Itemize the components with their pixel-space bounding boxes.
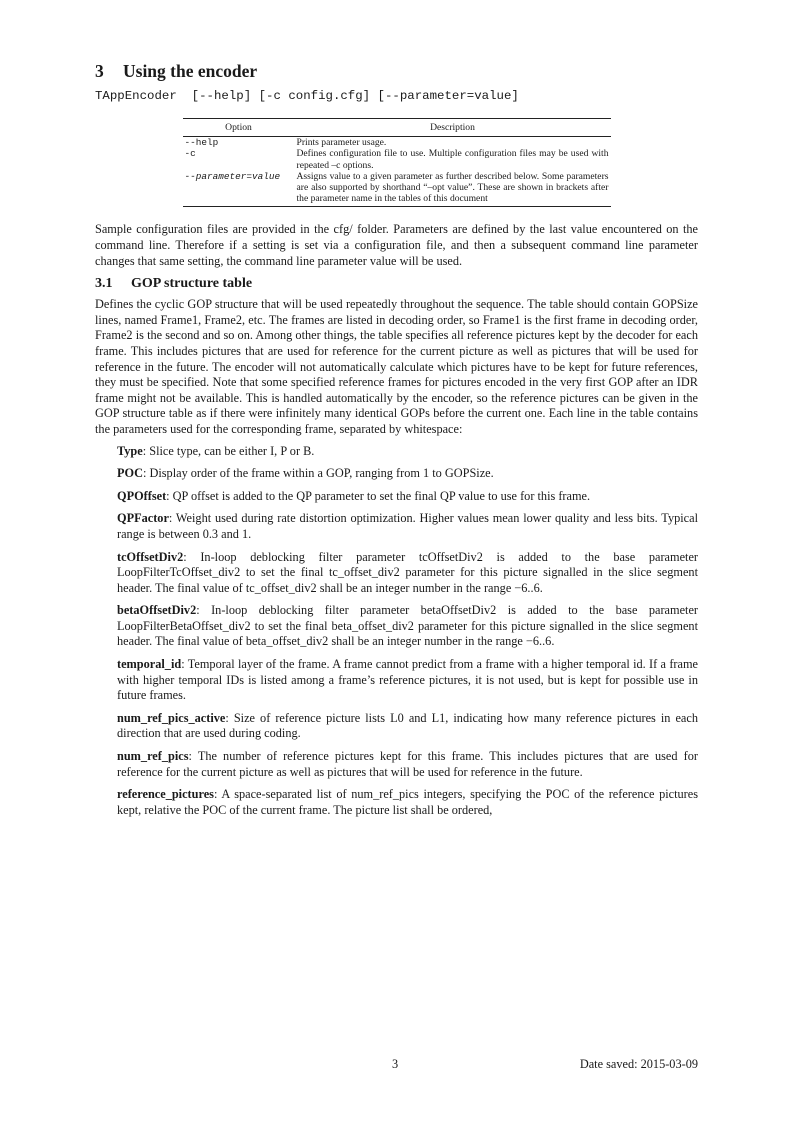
definition-text: : Temporal layer of the frame. A frame cannot predict from a frame with a higher temporal id. If a frame with higher temporal IDs is listed among a frame’s reference pictures, it is not used, but is kept for possible use in future frames.: [117, 657, 698, 703]
table-row: [183, 148, 611, 170]
option-help-description: Prints parameter usage.: [296, 137, 387, 149]
option-config-description: Defines configuration file to use. Multiple configuration files may be used with repeated –c options.: [296, 148, 609, 171]
usage-line: TAppEncoder [--help] [-c config.cfg] [--parameter=value]: [95, 89, 519, 103]
definition-item: [117, 466, 698, 482]
subsection-number: 3.1: [95, 276, 113, 292]
section-title: Using the encoder: [123, 61, 258, 81]
intro-paragraph: Sample configuration files are provided in the cfg/ folder. Parameters are defined by the last value encountered on the command line. Therefore if a setting is set via a configuration file, and then a subsequent command line parameter changes that same setting, the command line parameter value will be used.: [95, 222, 698, 268]
definition-term: num_ref_pics: [117, 749, 189, 764]
definition-term: Type: [117, 443, 143, 458]
definition-term: QPOffset: [117, 488, 167, 503]
definition-item: [117, 603, 698, 650]
definition-text: : Slice type, can be either I, P or B.: [142, 443, 315, 458]
table-row: [183, 137, 611, 149]
definition-term: betaOffsetDiv2: [117, 603, 197, 618]
definition-term: temporal_id: [117, 657, 182, 672]
definition-item: [117, 711, 698, 742]
definition-term: POC: [117, 466, 143, 481]
definition-item: [117, 787, 698, 818]
section-heading: [95, 60, 698, 82]
header-option: Option: [183, 119, 295, 137]
definition-text: : A space-separated list of num_ref_pics integers, specifying the POC of the reference pictures kept, relative the POC of the current frame. The picture list shall be ordered,: [117, 787, 698, 817]
definition-item: [117, 749, 698, 780]
option-parameter: --parameter=value: [183, 171, 295, 207]
definition-term: reference_pictures: [117, 787, 214, 802]
definition-item: [117, 657, 698, 704]
options-table: [183, 118, 611, 207]
definition-item: [117, 511, 698, 542]
definition-term: num_ref_pics_active: [117, 710, 226, 725]
definition-text: : Display order of the frame within a GOP, ranging from 1 to GOPSize.: [142, 466, 494, 481]
definition-text: : Size of reference picture lists L0 and L1, indicating how many reference pictures in each direction that are used during coding.: [117, 710, 698, 741]
options-table-header: [183, 119, 611, 137]
definition-term: QPFactor: [117, 511, 169, 526]
definition-text: : In-loop deblocking filter parameter tcOffsetDiv2 is added to the base parameter LoopFilterTcOffset_div2 to set the final tc_offset_div2 parameter for this picture signalled in the slice segment header. The final value of tc_offset_div2 shall be an integer number in the range −6..6.: [117, 549, 698, 595]
page-footer: [95, 1057, 698, 1073]
table-row: [183, 171, 611, 207]
definition-text: : Weight used during rate distortion optimization. Higher values mean lower quality and less bits. Typical range is between 0.3 and 1.: [117, 511, 698, 541]
definition-text: : The number of reference pictures kept for this frame. This includes pictures that are used for reference for the current picture as well as pictures that will be used for reference in the future.: [117, 749, 698, 779]
definition-term: tcOffsetDiv2: [117, 549, 184, 564]
document-page: [95, 60, 698, 825]
definition-item: [117, 550, 698, 597]
definition-item: [117, 489, 698, 505]
page-number: 3: [392, 1057, 399, 1071]
definition-list: [117, 444, 698, 819]
section-number: 3: [95, 61, 104, 81]
date-saved: Date saved: 2015-03-09: [579, 1057, 698, 1071]
definition-text: : QP offset is added to the QP parameter to set the final QP value to use for this frame.: [166, 488, 591, 503]
subsection-heading: [95, 275, 698, 293]
option-config: -c: [184, 148, 196, 160]
header-description: Description: [295, 119, 611, 137]
subsection-title: GOP structure table: [131, 276, 253, 292]
gop-paragraph: Defines the cyclic GOP structure that will be used repeatedly throughout the sequence. The table should contain GOPSize lines, named Frame1, Frame2, etc. The frames are listed in decoding order, so Frame1 is the first frame in decoding order, Frame2 is the second and so on. Among other things, the table specifies all reference pictures kept by the decoder for each frame. This includes pictures that are used for reference for the current picture as well as pictures that will be used for reference in the future. The encoder will not automatically calculate which pictures have to be kept for future references, they must be specified. Note that some specified reference frames for pictures encoded in the very first GOP after an IDR frame might not be available. This is handled automatically by the encoder, so the reference pictures can be given in the GOP structure table as if there were infinitely many identical GOPs before the current one. Each line in the table contains the parameters used for the corresponding frame, separated by whitespace:: [95, 297, 698, 436]
option-parameter-description: Assigns value to a given parameter as further described below. Some parameters are also supported by shorthand “–opt value”. These are shown in brackets after the parameter name in the tables of this document: [295, 171, 611, 207]
option-help: --help: [184, 137, 219, 149]
definition-text: : In-loop deblocking filter parameter betaOffsetDiv2 is added to the base parameter LoopFilterBetaOffset_div2 to set the final beta_offset_div2 parameter for this picture signalled in the slice segment header. The final value of beta_offset_div2 shall be an integer number in the range −6..6.: [117, 603, 698, 649]
definition-item: [117, 444, 698, 460]
